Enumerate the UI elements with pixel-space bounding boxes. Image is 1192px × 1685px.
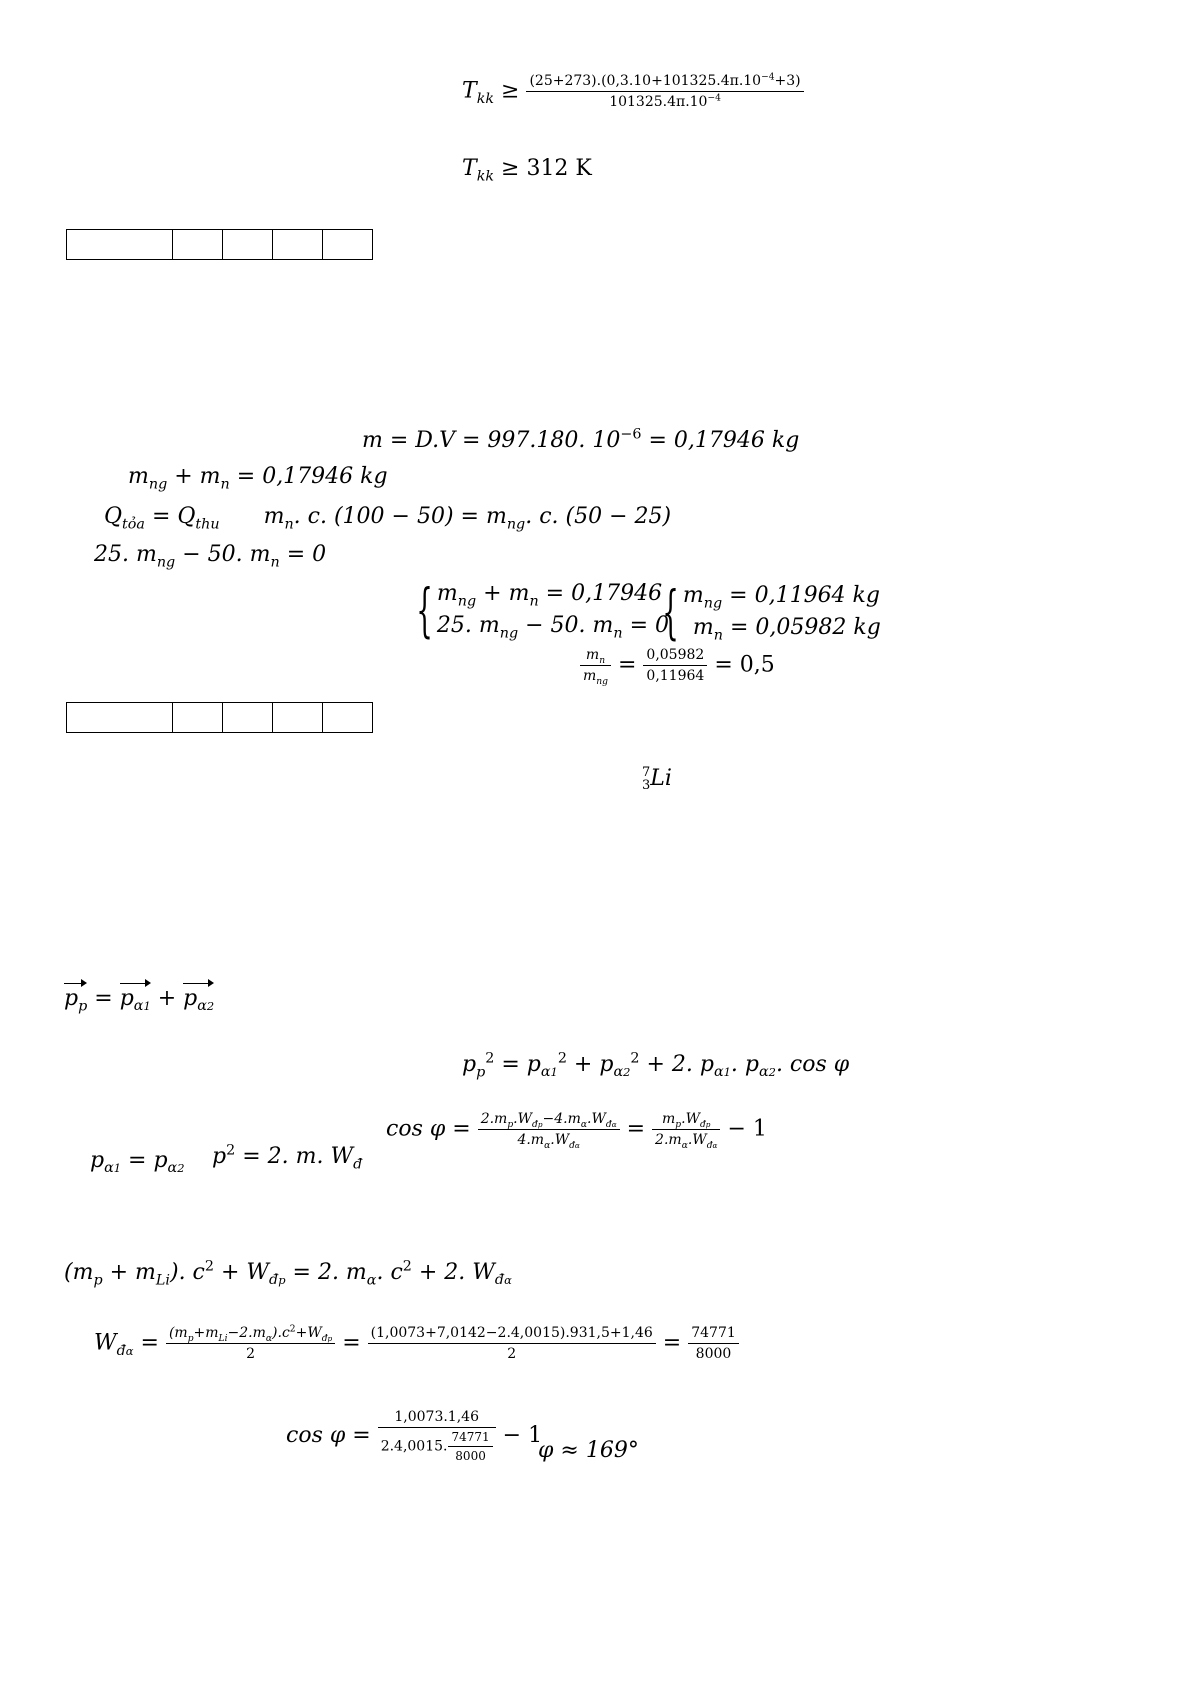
tkk-fraction: $\frac{(25+273).(0,3.10+101325.4\pi.10^{-4}+3)}{101325.4\pi.10^{-4}}$ — [526, 74, 803, 109]
answer-cell[interactable] — [173, 230, 223, 260]
momentum-vector-equation: $p_p = p_{\alpha 1} + p_{\alpha 2}$ — [64, 982, 214, 1010]
answer-cell[interactable] — [273, 703, 323, 733]
equal-momentum-equation: $p_{\alpha 1} = p_{\alpha 2}$ — [90, 1148, 185, 1177]
answer-cell[interactable] — [67, 703, 173, 733]
final-cosine-equation: cos φ = 1,0073.1,46 2.4,0015. $\frac{74771}{8000}$ − 1 — [286, 1409, 543, 1463]
answer-cell[interactable] — [323, 703, 373, 733]
momentum-energy-relation: $p^2 = 2$. m. $W_đ$ — [212, 1142, 363, 1173]
ratio-equation: $\frac{m_n}{m_{ng}}$ = $\frac{0,05982}{0,11964}$ = 0,5 — [580, 648, 775, 683]
answer-cell[interactable] — [273, 230, 323, 260]
cosine-expression: cos φ = $\frac{2.m_p.W_{đp}-4.m_\alpha.W_{đ\alpha}}{4.m_\alpha.W_{đ\alpha}}$ = $\frac{m_p.W_{đp}}{2.m_\alpha.W_{đ\alpha}}$ − 1 — [386, 1111, 767, 1151]
kinetic-energy-equation: $W_{đ\alpha}$ = $\frac{(m_p+m_{Li}-2.m_\alpha).c^2+W_{đp}}{2}$ = $\frac{(1,0073+7,0142-2.4,0015).931,5+1,46}{2}$ = $\frac{74771}{8000}$ — [94, 1326, 739, 1361]
tkk-result: $T_{kk} \ge 312$ K — [462, 156, 592, 185]
system-right: { $m_{ng} = 0,11964$ kg $m_n = 0,05982$ kg — [662, 577, 881, 646]
heat-simplified-equation: 25. $m_{ng} - 50$. $m_n = 0$ — [94, 542, 327, 571]
energy-conservation-equation: $(m_p + m_{Li})$. $c^2 + W_{đp} = 2$. $m_\alpha$. $c^2 + 2$. $W_{đ\alpha}$ — [64, 1258, 512, 1289]
lithium-nuclide: 7 3 Li — [642, 765, 672, 793]
answer-cell[interactable] — [173, 703, 223, 733]
answer-box-2[interactable] — [66, 702, 373, 733]
answer-box-1[interactable] — [66, 229, 373, 260]
mass-equation: m = D.V = 997.180. $10^{-6} = 0,17946$ kg — [362, 426, 800, 453]
mass-sum-equation: $m_{ng} + m_n = 0,17946$ kg — [128, 464, 388, 493]
answer-cell[interactable] — [223, 703, 273, 733]
answer-cell[interactable] — [223, 230, 273, 260]
heat-balance-equation: $Q_{tỏa} = Q_{thu}$ $m_n$. c. $(100 - 50) = m_{ng}$. c. (50 − 25) — [104, 504, 672, 533]
momentum-cosine-equation: $p_p^2 = p_{\alpha 1}^2 + p_{\alpha 2}^2 + 2$. $p_{\alpha 1}$. $p_{\alpha 2}$. cos φ — [462, 1050, 850, 1081]
angle-result: φ ≈ 169° — [538, 1438, 639, 1463]
answer-cell[interactable] — [323, 230, 373, 260]
tkk-inequality: $T_{kk}$ ≥ $\frac{(25+273).(0,3.10+101325.4\pi.10^{-4}+3)}{101325.4\pi.10^{-4}}$ — [462, 74, 804, 109]
answer-cell[interactable] — [67, 230, 173, 260]
tkk-symbol: T — [462, 78, 477, 104]
system-left: { $m_{ng} + m_n = 0,17946$ 25. $m_{ng} - 50$. $m_n = 0$ — [416, 575, 670, 644]
